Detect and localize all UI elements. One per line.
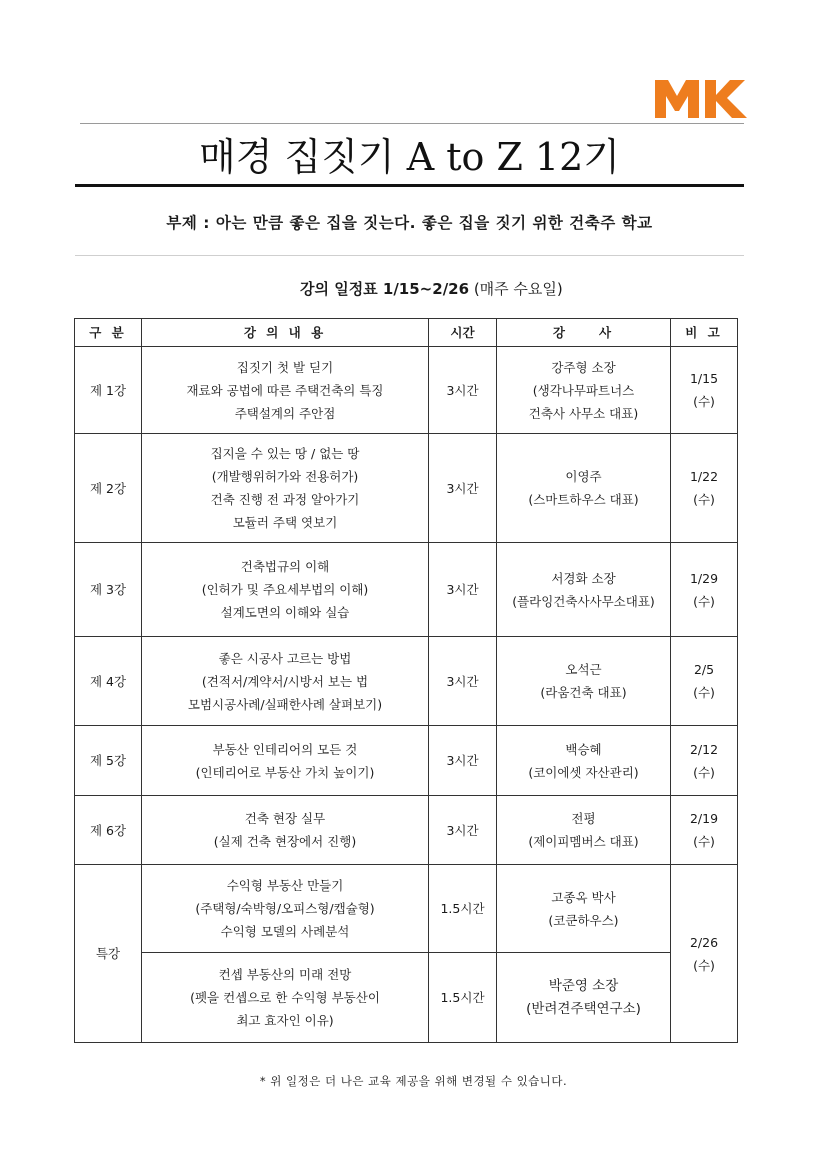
page-title: 매경 집짓기 A to Z 12기	[199, 135, 620, 179]
instructor-cell: 이영주 (스마트하우스 대표)	[497, 434, 671, 543]
content-cell: 컨셉 부동산의 미래 전망 (펫을 컨셉으로 한 수익형 부동산이 최고 효자인 이유)	[142, 953, 429, 1043]
content-cell: 건축 현장 실무 (실제 건축 현장에서 진행)	[142, 796, 429, 865]
time-cell: 3시간	[429, 637, 497, 726]
page-subtitle: 부제 : 아는 만큼 좋은 집을 짓는다. 좋은 집을 짓기 위한 건축주 학교	[166, 214, 653, 232]
instructor-cell: 고종옥 박사 (코쿤하우스)	[497, 865, 671, 953]
instructor-cell: 전평 (제이피멤버스 대표)	[497, 796, 671, 865]
table-row	[75, 347, 738, 434]
session-cell: 제 1강	[75, 347, 142, 434]
note-cell: 1/15 (수)	[671, 347, 738, 434]
time-cell: 1.5시간	[429, 865, 497, 953]
session-cell: 제 3강	[75, 543, 142, 637]
note-cell-special: 2/26 (수)	[671, 865, 738, 1043]
instructor-cell: 박준영 소장 (반려견주택연구소)	[497, 953, 671, 1043]
session-cell: 제 6강	[75, 796, 142, 865]
time-cell: 1.5시간	[429, 953, 497, 1043]
time-cell: 3시간	[429, 347, 497, 434]
time-cell: 3시간	[429, 434, 497, 543]
session-cell: 제 4강	[75, 637, 142, 726]
header-instructor: 강 사	[497, 319, 671, 347]
table-row-special-1	[75, 865, 738, 953]
table-header-row	[75, 319, 738, 347]
title-underline	[75, 184, 744, 187]
time-cell: 3시간	[429, 796, 497, 865]
header-content: 강 의 내 용	[142, 319, 429, 347]
instructor-cell: 강주형 소장 (생각나무파트너스 건축사 사무소 대표)	[497, 347, 671, 434]
table-row	[75, 637, 738, 726]
mk-logo	[655, 80, 747, 118]
note-cell: 2/19 (수)	[671, 796, 738, 865]
table-row	[75, 796, 738, 865]
time-cell: 3시간	[429, 726, 497, 796]
schedule-heading-bold: 강의 일정표 1/15~2/26	[300, 280, 470, 298]
session-cell: 제 2강	[75, 434, 142, 543]
content-cell: 좋은 시공사 고르는 방법 (견적서/계약서/시방서 보는 법 모범시공사례/실패한사례 살펴보기)	[142, 637, 429, 726]
note-cell: 2/12 (수)	[671, 726, 738, 796]
session-cell-special: 특강	[75, 865, 142, 1043]
content-cell: 건축법규의 이해 (인허가 및 주요세부법의 이해) 설계도면의 이해와 실습	[142, 543, 429, 637]
table-row-special-2	[75, 953, 738, 1043]
schedule-table	[74, 318, 738, 1043]
content-cell: 부동산 인테리어의 모든 것 (인테리어로 부동산 가치 높이기)	[142, 726, 429, 796]
note-cell: 1/22 (수)	[671, 434, 738, 543]
note-cell: 1/29 (수)	[671, 543, 738, 637]
note-cell: 2/5 (수)	[671, 637, 738, 726]
subtitle-divider	[75, 255, 744, 256]
content-cell: 집짓기 첫 발 딛기 재료와 공법에 따른 주택건축의 특징 주택설계의 주안점	[142, 347, 429, 434]
content-cell: 수익형 부동산 만들기 (주택형/숙박형/오피스형/캡슐형) 수익형 모델의 사례분석	[142, 865, 429, 953]
instructor-cell: 오석근 (라움건축 대표)	[497, 637, 671, 726]
schedule-heading-rest: (매주 수요일)	[469, 280, 563, 298]
instructor-cell: 서경화 소장 (플라잉건축사사무소대표)	[497, 543, 671, 637]
header-note: 비 고	[671, 319, 738, 347]
instructor-cell: 백승혜 (코이에셋 자산관리)	[497, 726, 671, 796]
session-cell: 제 5강	[75, 726, 142, 796]
footnote: * 위 일정은 더 나은 교육 제공을 위해 변경될 수 있습니다.	[259, 1074, 568, 1088]
table-row	[75, 726, 738, 796]
header-session: 구 분	[75, 319, 142, 347]
header-time: 시간	[429, 319, 497, 347]
content-cell: 집지을 수 있는 땅 / 없는 땅 (개발행위허가와 전용허가) 건축 진행 전 과정 알아가기 모듈러 주택 엿보기	[142, 434, 429, 543]
schedule-heading	[300, 278, 563, 300]
table-row	[75, 434, 738, 543]
table-row	[75, 543, 738, 637]
time-cell: 3시간	[429, 543, 497, 637]
top-divider	[80, 123, 744, 124]
